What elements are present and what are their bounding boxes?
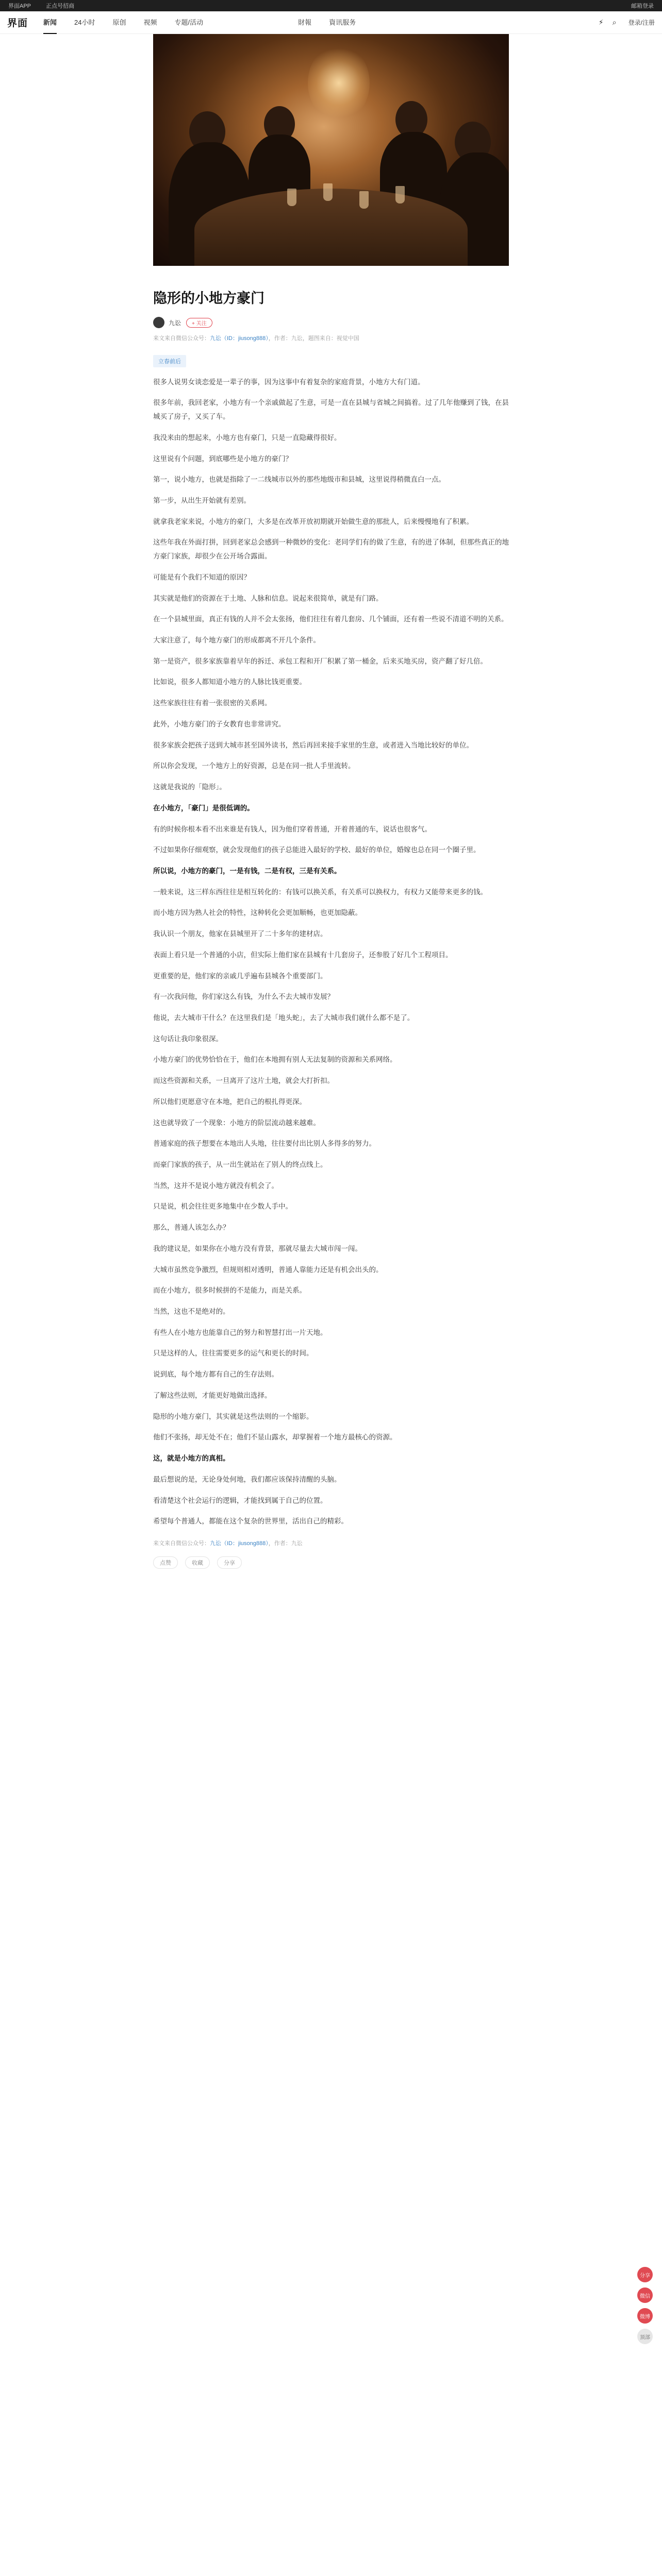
meta-prefix: 来文来自微信公众号： — [153, 335, 210, 342]
share-rail-weibo[interactable]: 微博 — [637, 2308, 653, 2324]
article-paragraph: 可能是有个我们不知道的原因？ — [153, 573, 251, 581]
article-paragraph: 就拿我老家来说，小地方的豪门，大多是在改革开放初期就开始做生意的那批人，后来慢慢地有了积累。 — [153, 517, 473, 526]
lamp-glow — [308, 44, 370, 122]
article-paragraph: 在一个县城里面，真正有钱的人并不会太张扬，他们往往有着几套房、几个铺面，还有着一些说不清道不明的关系。 — [153, 615, 508, 623]
glass — [287, 189, 296, 206]
article-paragraph: 所以你会发现，一个地方上的好资源，总是在同一批人手里流转。 — [153, 762, 355, 770]
article-actions — [153, 1556, 509, 1569]
footer-suffix: ，作者：九讼 — [268, 1540, 303, 1547]
footer-source-link[interactable]: 九讼（ID：jiusong888） — [210, 1540, 269, 1547]
article-paragraph: 有一次我问他，你们家这么有钱，为什么不去大城市发展？ — [153, 993, 334, 1001]
meta-source-link[interactable]: 九讼（ID：jiusong888） — [210, 335, 269, 342]
top-strip — [0, 0, 662, 11]
article-paragraph: 看清楚这个社会运行的逻辑，才能找到属于自己的位置。 — [153, 1496, 327, 1504]
nav-item-topics[interactable]: 专题/活动 — [174, 18, 204, 26]
article-paragraph: 有些人在小地方也能靠自己的努力和智慧打出一片天地。 — [153, 1328, 327, 1336]
hero-image — [153, 34, 509, 266]
favorite-button[interactable]: 收藏 — [185, 1556, 210, 1569]
share-rail — [637, 2267, 653, 2344]
article-paragraph: 那么，普通人该怎么办？ — [153, 1224, 230, 1232]
article-paragraph: 当然，这并不是说小地方就没有机会了。 — [153, 1181, 278, 1190]
article-paragraph: 我认识一个朋友，他家在县城里开了二十多年的建材店。 — [153, 930, 327, 938]
article-paragraph: 最后想说的是，无论身处何地，我们都应该保持清醒的头脑。 — [153, 1475, 341, 1483]
article-paragraph: 而豪门家族的孩子，从一出生就站在了别人的终点线上。 — [153, 1161, 327, 1168]
app-link[interactable]: 界面APP — [8, 3, 31, 9]
article-paragraph: 更重要的是，他们家的亲戚几乎遍布县城各个重要部门。 — [153, 972, 327, 980]
lightning-icon[interactable]: ⚡ — [598, 18, 604, 26]
article-paragraph: 只是说，机会往往更多地集中在少数人手中。 — [153, 1202, 292, 1211]
article-paragraph: 当然，这也不是绝对的。 — [153, 1308, 230, 1316]
article-paragraph: 这也就导致了一个现象：小地方的阶层流动越来越难。 — [153, 1118, 320, 1127]
glass — [359, 191, 369, 209]
article-paragraph: 这句话让我印象很深。 — [153, 1035, 223, 1043]
article-paragraph: 这就是我说的「隐形」。 — [153, 783, 226, 791]
article-paragraph: 不过如果你仔细观察，就会发现他们的孩子总能进入最好的学校、最好的单位，婚嫁也总在同一个圈子里。 — [153, 846, 481, 854]
nav-item-video[interactable]: 视频 — [143, 18, 157, 26]
article-paragraph: 第一是资产，很多家族靠着早年的拆迁、承包工程和开厂积累了第一桶金，后来买地买房，资产翻了好几倍。 — [153, 657, 487, 665]
main-nav — [0, 11, 662, 34]
search-icon[interactable]: ⌕ — [612, 18, 617, 26]
article-paragraph: 这，就是小地方的真相。 — [153, 1454, 230, 1463]
article-paragraph: 只是这样的人，往往需要更多的运气和更长的时间。 — [153, 1349, 313, 1358]
nav-item-info-service[interactable]: 資讯服务 — [329, 18, 356, 26]
article-paragraph: 大城市虽然竞争激烈，但规则相对透明，普通人靠能力还是有机会出头的。 — [153, 1265, 383, 1274]
article-paragraph: 比如说，很多人都知道小地方的人脉比钱更重要。 — [153, 678, 306, 686]
article-title: 隐形的小地方豪门 — [153, 291, 264, 306]
article-paragraph: 大家注意了，每个地方豪门的形成都离不开几个条件。 — [153, 636, 320, 645]
article-body — [153, 376, 509, 1529]
glass — [323, 183, 333, 201]
promo-link[interactable]: 正点号招商 — [46, 3, 75, 9]
article-paragraph: 他说，去大城市干什么？在这里我们是「地头蛇」，去了大城市我们就什么都不是了。 — [153, 1013, 415, 1022]
login-link[interactable]: 登录/注册 — [628, 19, 655, 26]
article-paragraph: 他们不张扬，却无处不在；他们不显山露水，却掌握着一个地方最核心的资源。 — [153, 1433, 397, 1442]
article-paragraph: 而小地方因为熟人社会的特性，这种转化会更加顺畅，也更加隐蔽。 — [153, 909, 362, 917]
share-button[interactable]: 分享 — [217, 1556, 242, 1569]
back-to-top-button[interactable]: 顶部 — [637, 2329, 653, 2344]
article-paragraph: 我没来由的想起来，小地方也有豪门，只是一直隐藏得很好。 — [153, 433, 341, 442]
article-paragraph: 第一，说小地方，也就是指除了一二线城市以外的那些地级市和县城，这里说得稍微直白一点。 — [153, 476, 445, 484]
nav-item-finance[interactable]: 財報 — [298, 18, 312, 26]
nav-item-24h[interactable]: 24小时 — [74, 18, 95, 26]
article-paragraph: 而这些资源和关系，一旦离开了这片土地，就会大打折扣。 — [153, 1077, 334, 1085]
article-paragraph: 在小地方，「豪门」是很低调的。 — [153, 804, 254, 812]
share-rail-wechat[interactable]: 微信 — [637, 2287, 653, 2303]
article-paragraph: 隐形的小地方豪门，其实就是这些法则的一个缩影。 — [153, 1412, 313, 1420]
avatar[interactable] — [153, 317, 164, 328]
dining-table — [194, 189, 468, 266]
article-paragraph: 很多人说男女谈恋爱是一辈子的事，因为这事中有着复杂的家庭背景，小地方大有门道。 — [153, 378, 425, 386]
article-paragraph: 这里说有个问题，到底哪些是小地方的豪门？ — [153, 454, 292, 463]
site-logo[interactable]: 界面 — [7, 18, 28, 29]
article-paragraph: 这些家族往往有着一张很密的关系网。 — [153, 699, 272, 707]
article-tag[interactable]: 立春前后 — [153, 355, 186, 367]
article-paragraph: 希望每个普通人，都能在这个复杂的世界里，活出自己的精彩。 — [153, 1517, 348, 1526]
meta-suffix: ，作者：九讼，题图来自：视觉中国 — [268, 335, 359, 342]
article-paragraph: 所以他们更愿意守在本地，把自己的根扎得更深。 — [153, 1097, 306, 1106]
article-paragraph: 其实就是他们的资源在于土地、人脉和信息。说起来很简单，就是有门路。 — [153, 594, 383, 602]
like-button[interactable]: 点赞 — [153, 1556, 178, 1569]
nav-item-news[interactable]: 新闻 — [43, 11, 57, 34]
article-paragraph: 我的建议是，如果你在小地方没有背景，那就尽量去大城市闯一闯。 — [153, 1244, 362, 1252]
footer-prefix: 来文来自微信公众号： — [153, 1540, 210, 1547]
article-paragraph: 说到底，每个地方都有自己的生存法则。 — [153, 1370, 278, 1379]
follow-button[interactable]: + 关注 — [186, 318, 212, 328]
article-paragraph: 所以说，小地方的豪门，一是有钱，二是有权，三是有关系。 — [153, 867, 341, 875]
author-row — [153, 317, 509, 328]
article-paragraph: 这些年我在外面打拼，回到老家总会感到一种微妙的变化：老同学们有的做了生意，有的进了体制，但那些真正的地方豪门家族，却很少在公开场合露面。 — [153, 538, 509, 561]
nav-item-original[interactable]: 原创 — [112, 18, 126, 26]
share-rail-share[interactable]: 分享 — [637, 2267, 653, 2282]
article-paragraph: 很多家族会把孩子送到大城市甚至国外读书，然后再回来接手家里的生意，或者进入当地比较好的单位。 — [153, 741, 473, 749]
email-login-link[interactable]: 邮箱登录 — [631, 3, 654, 9]
article-paragraph: 了解这些法则，才能更好地做出选择。 — [153, 1391, 272, 1399]
article-paragraph: 小地方豪门的优势恰恰在于，他们在本地拥有别人无法复制的资源和关系网络。 — [153, 1056, 397, 1064]
article-paragraph: 而在小地方，很多时候拼的不是能力，而是关系。 — [153, 1286, 306, 1295]
article-paragraph: 很多年前，我回老家，小地方有一个亲戚做起了生意，可是一直在县城与省城之间搞着。过了几年他赚到了钱，在县城买了房子，又买了车。 — [153, 399, 509, 421]
article — [153, 266, 509, 1569]
article-paragraph: 有的时候你根本看不出来谁是有钱人，因为他们穿着普通，开着普通的车，说话也很客气。 — [153, 825, 432, 833]
article-meta — [153, 334, 509, 344]
article-paragraph: 表面上看只是一个普通的小店，但实际上他们家在县城有十几套房子，还参股了好几个工程项目。 — [153, 951, 453, 959]
article-paragraph: 第一步，从出生开始就有差别。 — [153, 497, 251, 504]
footer-meta — [153, 1539, 509, 1547]
article-paragraph: 普通家庭的孩子想要在本地出人头地，往往要付出比别人多得多的努力。 — [153, 1140, 376, 1148]
article-paragraph: 一般来说，这三样东西往往是相互转化的：有钱可以换关系，有关系可以换权力，有权力又能带来更多的钱。 — [153, 888, 487, 896]
glass — [395, 186, 405, 204]
article-paragraph: 此外，小地方豪门的子女教育也非常讲究。 — [153, 720, 286, 728]
author-name[interactable]: 九讼 — [169, 319, 181, 327]
